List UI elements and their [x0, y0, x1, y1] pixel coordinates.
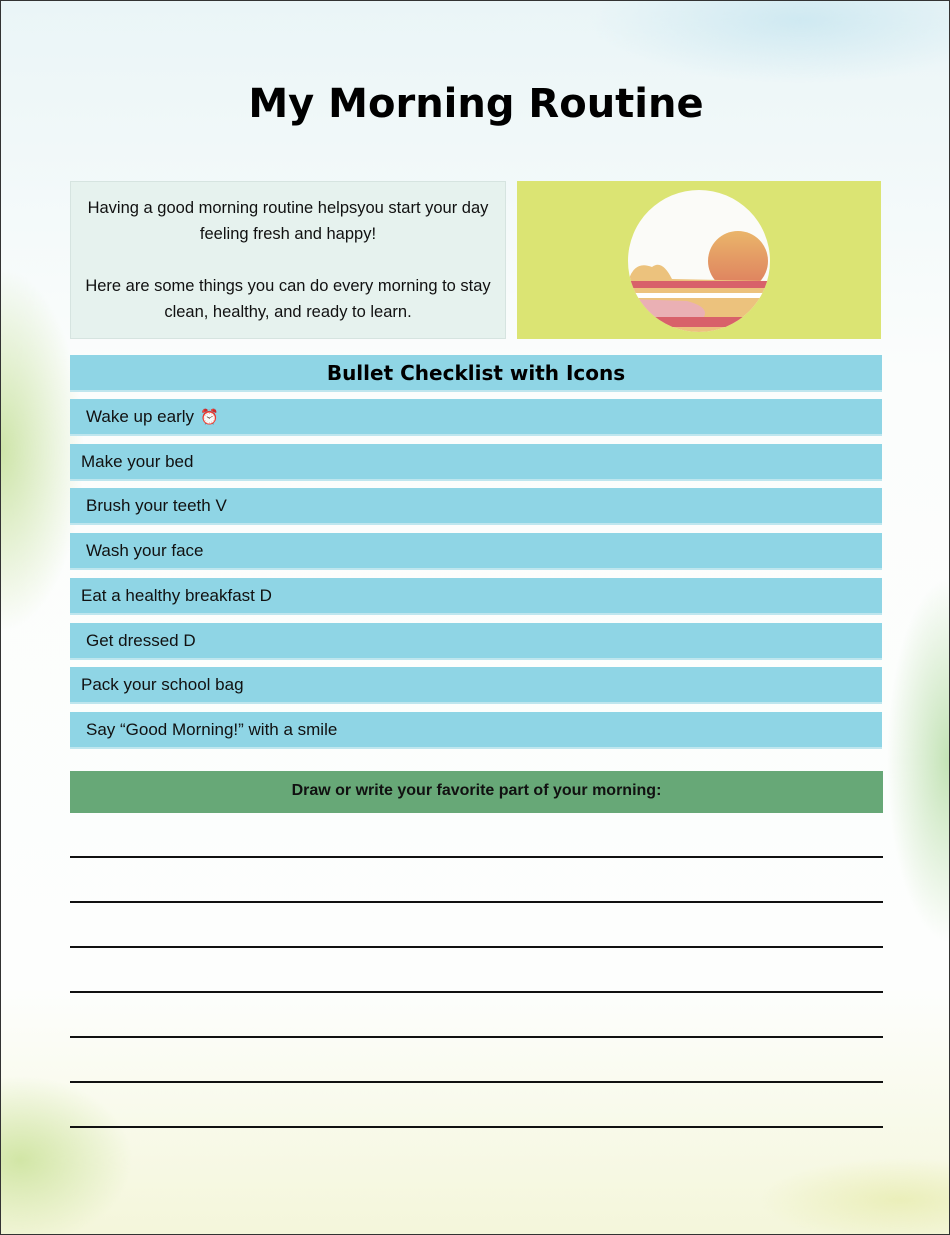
checklist-item-label: Wake up early [86, 407, 195, 426]
writing-line [70, 901, 883, 903]
checklist-item [70, 667, 882, 704]
writing-line [70, 856, 883, 858]
checklist-item [70, 488, 882, 525]
intro-paragraph: Having a good morning routine helpsyou start your day feeling fresh and happy! [87, 199, 489, 243]
writing-line [70, 1081, 883, 1083]
checklist-item-label: Say “Good Morning!” with a smile [86, 719, 338, 739]
intro-paragraph: Here are some things you can do every morning to stay clean, healthy, and ready to learn. [85, 277, 491, 321]
sunrise-illustration [517, 181, 881, 339]
checklist-item [70, 444, 882, 481]
checklist-item-label: Pack your school bag [81, 675, 244, 695]
checklist-item-label: Brush your teeth V [86, 496, 227, 516]
checklist-item [70, 623, 882, 660]
prompt-heading: Draw or write your favorite part of your morning: [70, 771, 883, 813]
writing-line [70, 1036, 883, 1038]
writing-line [70, 991, 883, 993]
checklist-heading: Bullet Checklist with Icons [70, 355, 882, 392]
checklist-item [70, 399, 882, 436]
checklist-item [70, 533, 882, 570]
checklist-item-label: Get dressed D [86, 630, 196, 650]
checklist-item [70, 578, 882, 615]
checklist-item-label: Eat a healthy breakfast D [81, 585, 272, 605]
sunrise-icon [627, 189, 771, 333]
writing-line [70, 1126, 883, 1128]
checklist-item-label: Make your bed [81, 451, 194, 471]
writing-line [70, 946, 883, 948]
alarm-clock-icon: ⏰ [200, 409, 219, 426]
checklist-item-label: Wash your face [86, 541, 204, 561]
checklist-item [70, 712, 882, 749]
page-title: My Morning Routine [248, 81, 704, 127]
intro-box [70, 181, 506, 339]
